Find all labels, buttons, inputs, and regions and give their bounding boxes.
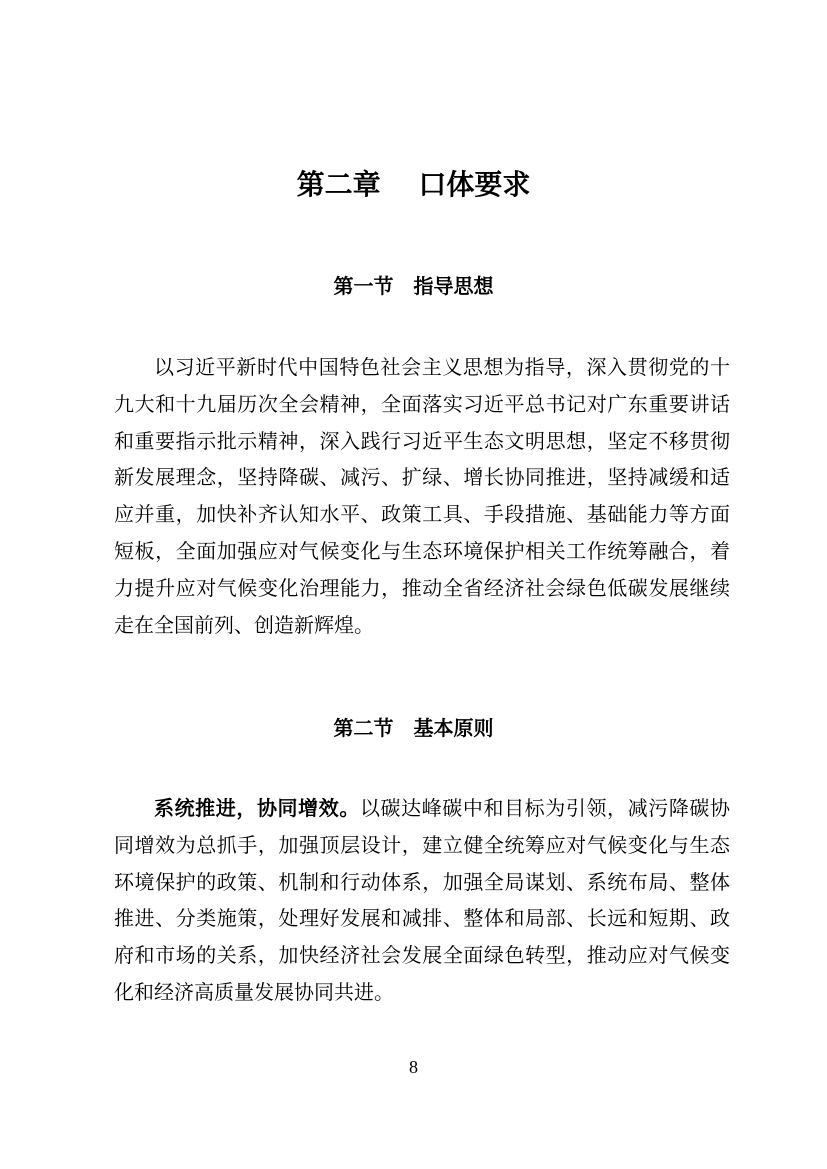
guiding-ideology-paragraph xyxy=(114,349,730,643)
page-number: 8 xyxy=(409,1057,418,1077)
chapter-title: 第二章 口体要求 xyxy=(296,168,531,201)
section-title-guiding-ideology: 第一节 指导思想 xyxy=(333,274,494,298)
principle-lead-phrase: 系统推进，协同增效。 xyxy=(154,796,360,820)
guiding-ideology-text: 以习近平新时代中国特色社会主义思想为指导，深入贯彻党的十九大和十九届历次全会精神，全面落实习近平总书记对广东重要讲话和重要指示批示精神，深入践行习近平生态文明思想，坚定不移贯彻新发展理念，坚持降碳、减污、扩绿、增长协同推进，坚持减缓和适应并重，加快补齐认知水平、政策工具、手段措施、基础能力等方面短板，全面加强应对气候变化与生态环境保护相关工作统筹融合，着力提升应对气候变化治理能力，推动全省经济社会绿色低碳发展继续走在全国前列、创造新辉煌。 xyxy=(114,355,730,637)
section-title-basic-principles: 第二节 基本原则 xyxy=(333,716,494,740)
basic-principles-paragraph xyxy=(114,790,730,1011)
principle-text: 以碳达峰碳中和目标为引领，减污降碳协同增效为总抓手，加强顶层设计，建立健全统筹应对气候变化与生态环境保护的政策、机制和行动体系，加强全局谋划、系统布局、整体推进、分类施策，处理好发展和减排、整体和局部、长远和短期、政府和市场的关系，加快经济社会发展全面绿色转型，推动应对气候变化和经济高质量发展协同共进。 xyxy=(114,796,731,1004)
